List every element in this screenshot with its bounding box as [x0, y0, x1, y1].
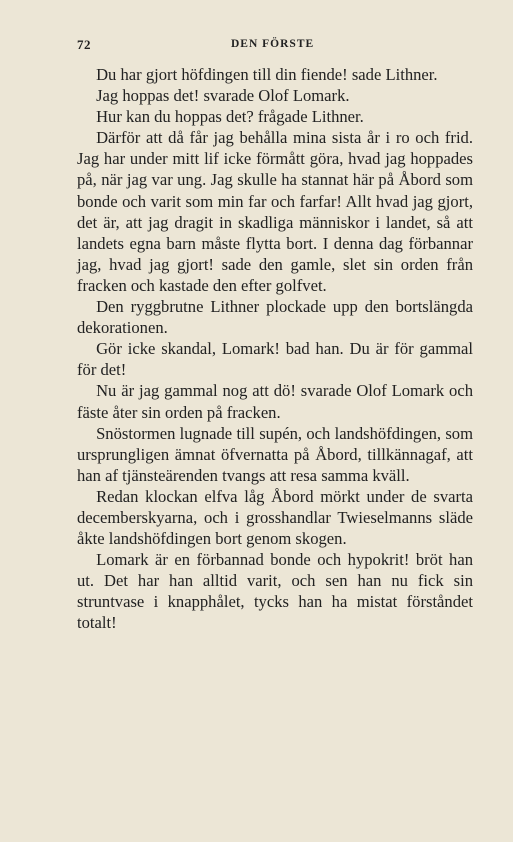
running-title: DEN FÖRSTE [231, 38, 315, 50]
paragraph: Nu är jag gammal nog att dö! svarade Olof Lomark och fäste åter sin orden på fracken. [77, 381, 473, 422]
paragraph: Hur kan du hoppas det? frågade Lithner. [96, 107, 364, 127]
paragraph: Du har gjort höfdingen till din fiende! sade Lithner. [96, 65, 438, 84]
paragraph: Jag hoppas det! svarade Olof Lomark. [96, 86, 350, 106]
paragraph: Lomark är en förbannad bonde och hypokrit! bröt han ut. Det har han alltid varit, och sen han nu fick sin struntvase i knapphålet, tycks han ha mistat förståndet totalt! [77, 550, 473, 633]
paragraph: Därför att då får jag behålla mina sista år i ro och frid. Jag har under mitt lif icke förmått göra, hvad jag hoppades på, när jag var ung. Jag skulle ha stannat här på Åbord som bonde och varit som min far och farfar! Allt hvad jag gjort, det är, att jag dragit in skadliga människor i landet, så att landets egna barn måste flytta bort. I denna dag förbannar jag, hvad jag gjort! sade den gamle, slet sin orden från fracken och kastade den efter golfvet. [77, 128, 473, 295]
paragraph: Den ryggbrutne Lithner plockade upp den bortslängda dekorationen. [77, 297, 473, 338]
paragraph: Snöstormen lugnade till supén, och landshöfdingen, som ursprungligen ämnat öfvernatta på Åbord, tillkännagaf, att han af tjänsteärenden tvangs att resa samma kväll. [77, 423, 473, 485]
body-text [77, 64, 473, 634]
page-number: 72 [77, 37, 91, 52]
paragraph: Gör icke skandal, Lomark! bad han. Du är för gammal för det! [77, 339, 473, 380]
paragraph: Redan klockan elfva låg Åbord mörkt under de svarta decemberskyarna, och i grosshandlar Twieselmanns släde åkte landshöfdingen bort genom skogen. [77, 486, 473, 549]
page-header [77, 37, 473, 55]
